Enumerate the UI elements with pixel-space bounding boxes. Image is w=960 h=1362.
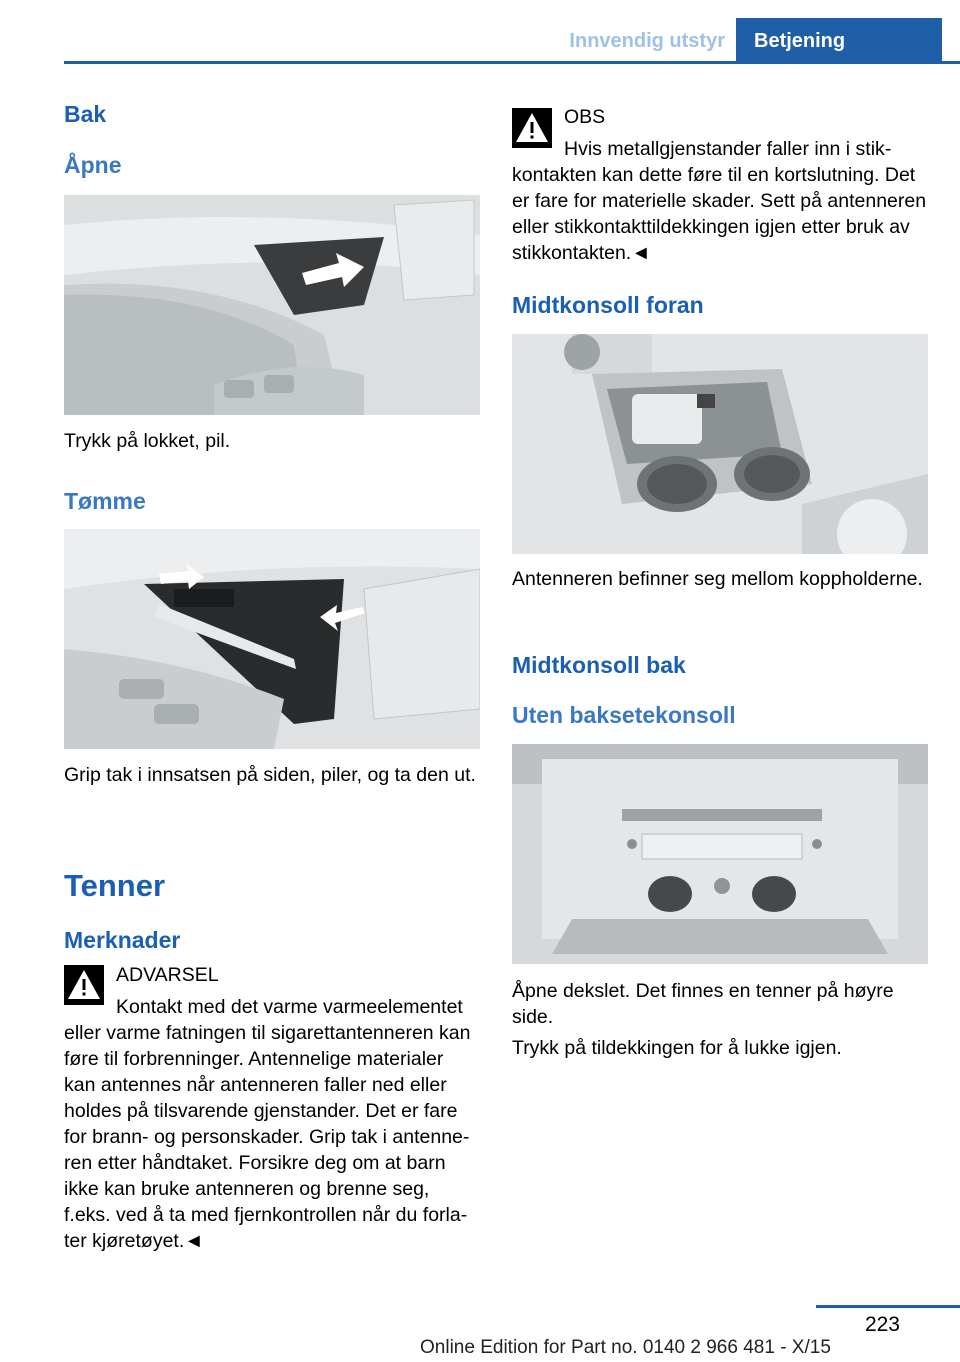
heading-uten-baksetekonsoll: Uten baksetekonsoll [512, 702, 736, 728]
heading-apne: Åpne [64, 152, 122, 178]
caption-tomme: Grip tak i innsatsen på siden, piler, og ta den ut. [64, 764, 476, 786]
caption-midtkonsoll-bak-2: Trykk på tildekkingen for å lukke igjen. [512, 1037, 842, 1059]
photo-rear-ashtray-remove [64, 529, 480, 749]
obs-text: Hvis metallgjenstander faller inn i stikkontakten kan dette føre til en kortslutning. Det er fare for materielle skader. Sett på antenneren eller stikkontakttildekkingen igjen etter bruk av stikkontakten.◄ [512, 138, 927, 264]
obs-title: OBS [564, 106, 606, 128]
warning-title: ADVARSEL [116, 964, 219, 986]
caption-midtkonsoll-bak-1: Åpne dekslet. Det finnes en tenner på høyre side. [512, 980, 894, 1028]
heading-tenner: Tenner [64, 868, 166, 903]
photo-rear-ashtray-open [64, 195, 480, 415]
photo-front-console-lighter [512, 334, 928, 554]
page-number: 223 [864, 1313, 900, 1336]
heading-bak: Bak [64, 101, 107, 127]
photo-rear-console-lighter [512, 744, 928, 964]
caption-apne: Trykk på lokket, pil. [64, 430, 231, 452]
heading-midtkonsoll-foran: Midtkonsoll foran [512, 292, 704, 318]
heading-midtkonsoll-bak: Midtkonsoll bak [512, 652, 686, 678]
footer-rule [816, 1305, 960, 1308]
footer-edition: Online Edition for Part no. 0140 2 966 481 - X/15 [420, 1337, 831, 1358]
warning-text: Kontakt med det varme varmeelementet eller varme fatningen til sigarettantenneren kan føre til forbrenninger. Antennelige materialer kan antennes når antenneren faller ned eller holdes på tilsvarende gjenstander. Det er fare for brann- og personskader. Grip tak i antenneren etter håndtaket. Forsikre deg om at barn ikke kan bruke antenneren og brenne seg, f.eks. ved å ta med fjernkontrollen når du forlater kjøretøyet.◄ [64, 996, 471, 1252]
header-tab-chapter: Betjening [736, 18, 942, 61]
header-tab-section: Innvendig utstyr [569, 30, 725, 52]
heading-tomme: Tømme [64, 488, 146, 514]
heading-merknader: Merknader [64, 927, 181, 953]
header-rule [64, 61, 960, 64]
caption-midtkonsoll-foran: Antenneren befinner seg mellom koppholderne. [512, 568, 923, 590]
